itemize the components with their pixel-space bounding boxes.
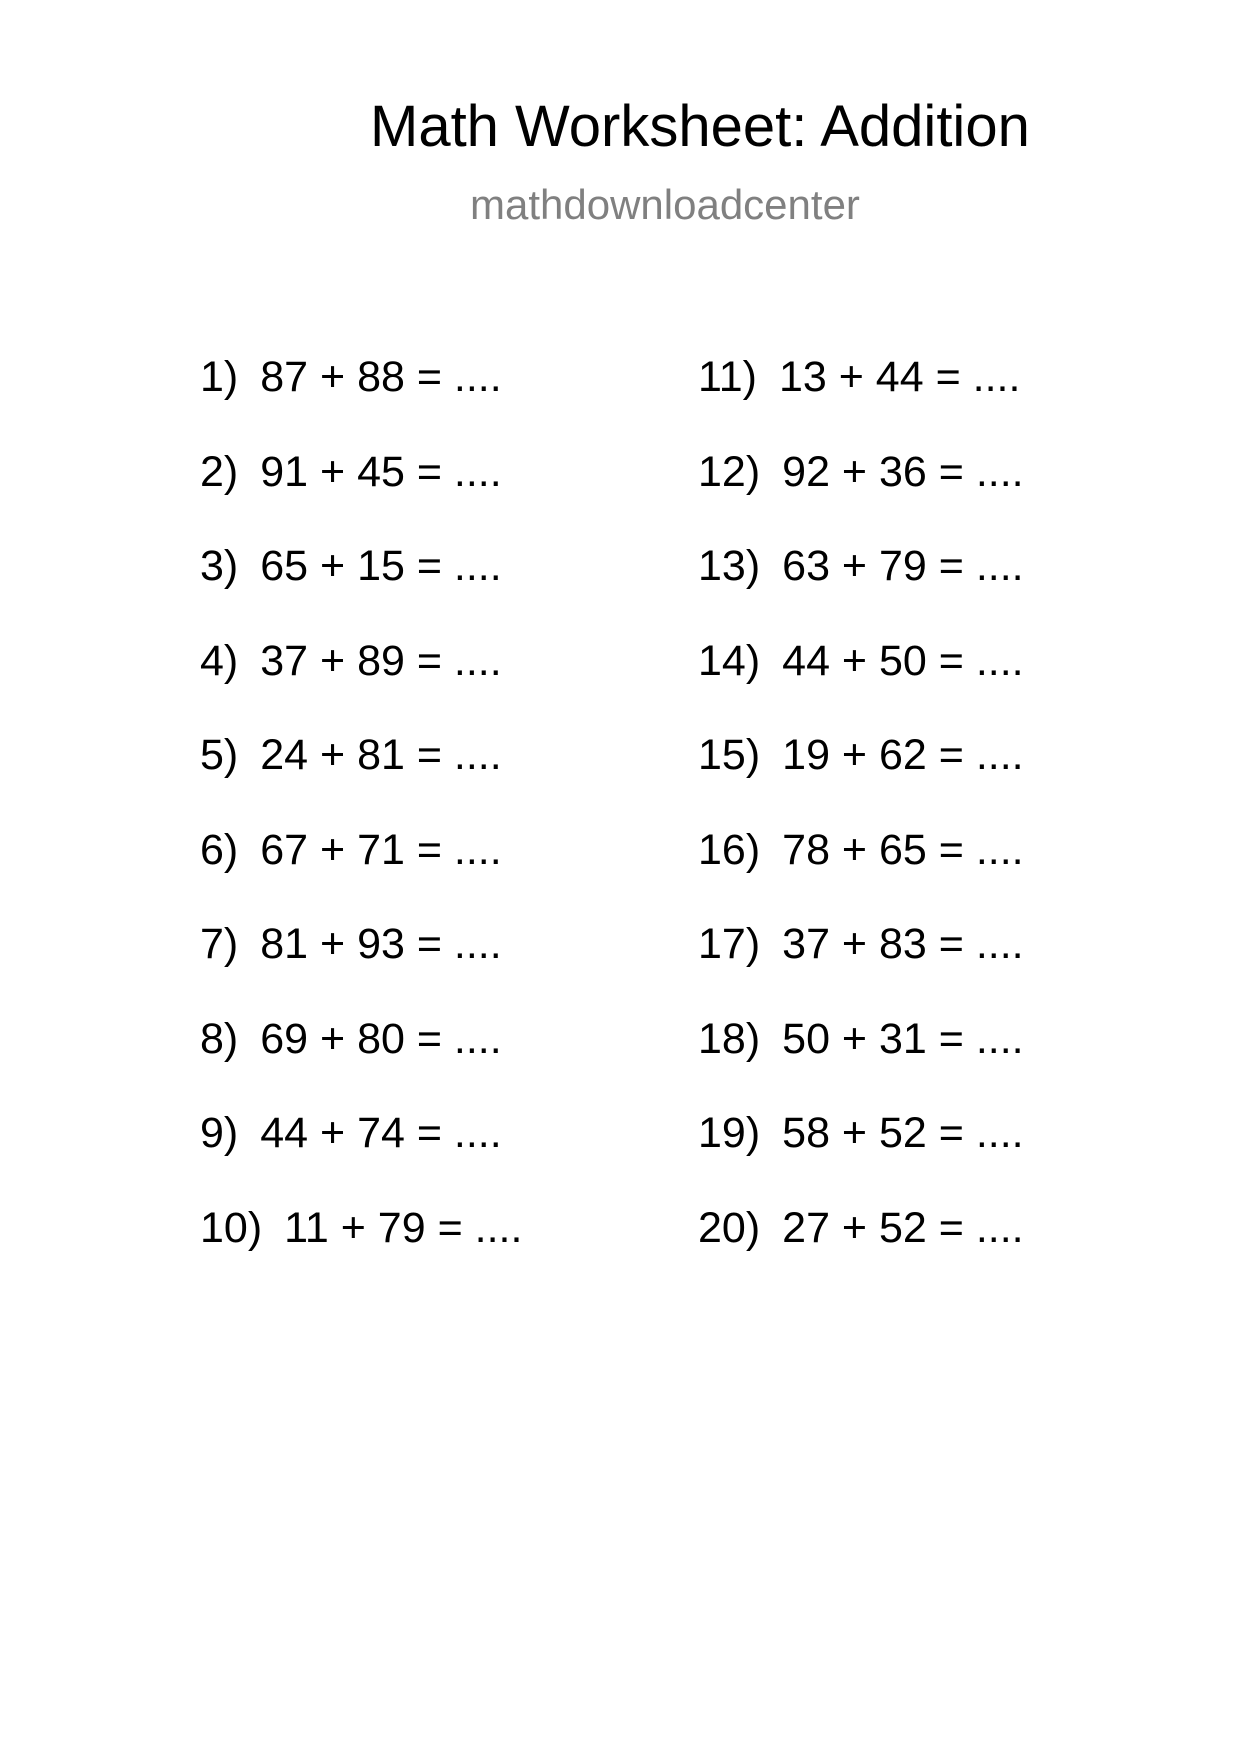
problem-expression: 44 + 50 = .... (782, 637, 1024, 685)
problem-10 (200, 1204, 523, 1252)
problem-number: 7) (200, 920, 239, 968)
problem-expression: 92 + 36 = .... (782, 448, 1024, 496)
problem-3 (200, 542, 502, 590)
problem-14 (698, 637, 1024, 685)
problem-number: 17) (698, 920, 761, 968)
problem-number: 13) (698, 542, 761, 590)
problem-expression: 67 + 71 = .... (260, 826, 502, 874)
problem-19 (698, 1109, 1024, 1157)
problem-20 (698, 1204, 1024, 1252)
problem-number: 3) (200, 542, 239, 590)
problem-expression: 63 + 79 = .... (782, 542, 1024, 590)
problem-number: 1) (200, 353, 239, 401)
problem-2 (200, 448, 502, 496)
problem-expression: 13 + 44 = .... (778, 353, 1021, 401)
problem-number: 20) (698, 1204, 761, 1252)
problem-expression: 27 + 52 = .... (782, 1204, 1024, 1252)
problem-expression: 44 + 74 = .... (260, 1109, 502, 1157)
problem-expression: 87 + 88 = .... (260, 353, 502, 401)
problem-number: 19) (698, 1109, 761, 1157)
problem-expression: 91 + 45 = .... (260, 448, 502, 496)
problem-number: 9) (200, 1109, 239, 1157)
problem-number: 18) (698, 1015, 761, 1063)
problem-number: 6) (200, 826, 239, 874)
problem-expression: 78 + 65 = .... (782, 826, 1024, 874)
problem-number: 2) (200, 448, 239, 496)
problem-number: 15) (698, 731, 761, 779)
problem-expression: 65 + 15 = .... (260, 542, 502, 590)
problem-8 (200, 1015, 502, 1063)
problem-16 (698, 826, 1024, 874)
problem-number: 8) (200, 1015, 239, 1063)
problem-18 (698, 1015, 1024, 1063)
problem-expression: 69 + 80 = .... (260, 1015, 502, 1063)
problem-17 (698, 920, 1024, 968)
problem-5 (200, 731, 502, 779)
problem-expression: 37 + 89 = .... (260, 637, 502, 685)
problem-expression: 50 + 31 = .... (782, 1015, 1024, 1063)
problem-15 (698, 731, 1024, 779)
site-name: mathdownloadcenter (470, 181, 860, 228)
page-title: Math Worksheet: Addition (370, 94, 1030, 159)
problem-expression: 37 + 83 = .... (782, 920, 1024, 968)
problem-6 (200, 826, 502, 874)
problem-expression: 19 + 62 = .... (782, 731, 1024, 779)
problem-number: 10) (200, 1204, 263, 1252)
problem-number: 14) (698, 637, 761, 685)
problem-number: 5) (200, 731, 239, 779)
problem-number: 11) (698, 353, 757, 401)
problem-number: 4) (200, 637, 239, 685)
problem-expression: 81 + 93 = .... (260, 920, 502, 968)
problem-expression: 58 + 52 = .... (782, 1109, 1024, 1157)
problem-13 (698, 542, 1024, 590)
problem-12 (698, 448, 1024, 496)
problem-1 (200, 353, 502, 401)
problem-4 (200, 637, 502, 685)
problem-11 (698, 353, 1021, 401)
problem-number: 16) (698, 826, 761, 874)
problem-7 (200, 920, 502, 968)
problem-number: 12) (698, 448, 761, 496)
problem-expression: 11 + 79 = .... (284, 1204, 523, 1252)
problem-9 (200, 1109, 502, 1157)
problem-expression: 24 + 81 = .... (260, 731, 502, 779)
